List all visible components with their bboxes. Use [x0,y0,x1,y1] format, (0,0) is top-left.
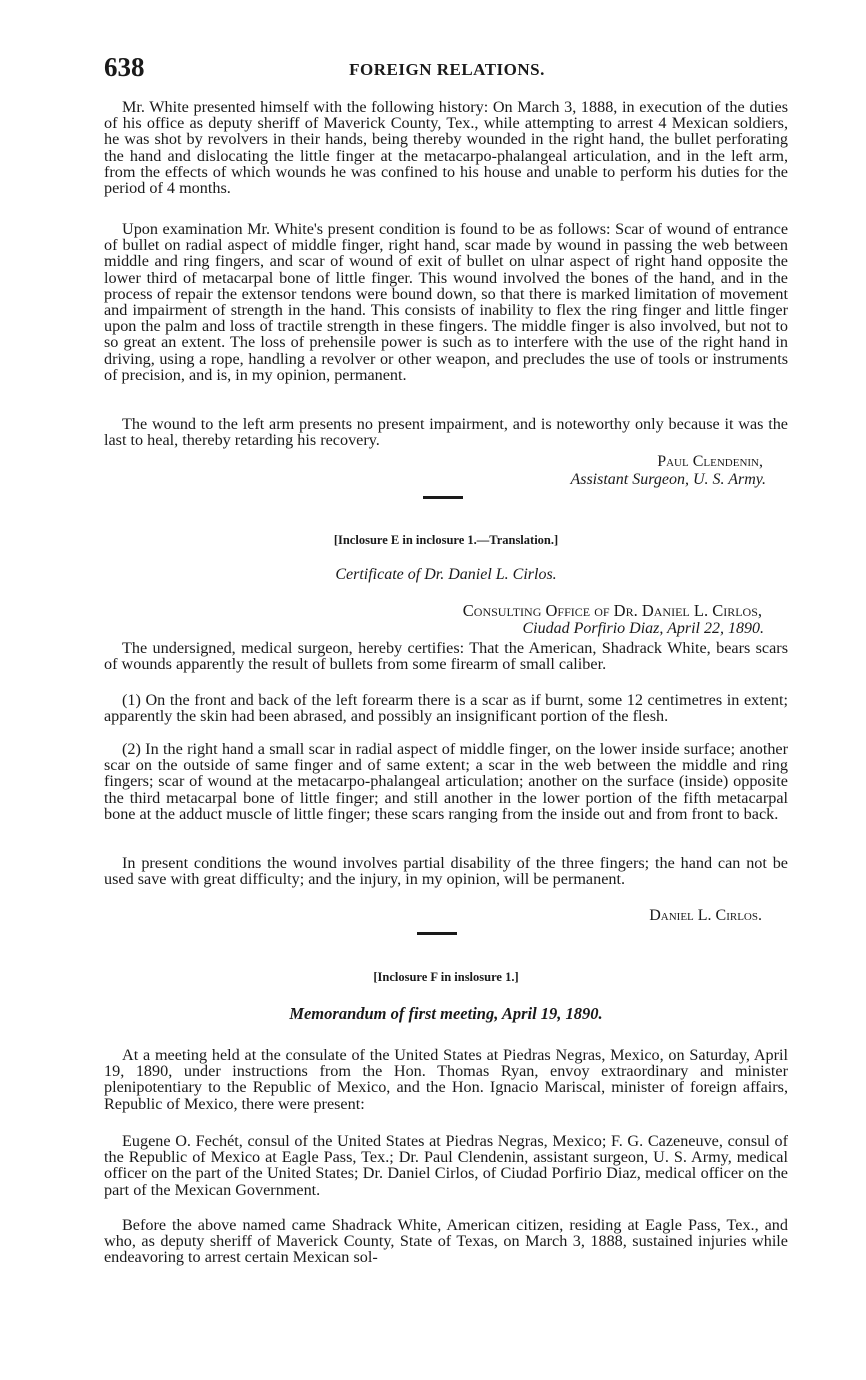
section-divider [417,932,457,935]
white-paragraph: Before the above named came Shadrack White, American citizen, residing at Eagle Pass, Tex., and who, as deputy sheriff of Maverick County, State of Texas, on March 3, 1888, sustained injuries while endeavoring to arrest certain Mexican sol- [104,1216,788,1267]
signature-clendenin-title: Assistant Surgeon, U. S. Army. [570,471,766,488]
attendees-paragraph: Eugene O. Fechét, consul of the United States at Piedras Negras, Mexico; F. G. Cazeneuve, consul of the Republic of Mexico at Eagle Pass, Tex.; Dr. Paul Clendenin, assistant surgeon, U. S. Army, medical officer on the part of the United States; Dr. Daniel Cirlos, of Ciudad Porfirio Diaz, medical officer on the part of the Mexican Government. [104,1132,788,1199]
examination-paragraph: Upon examination Mr. White's present condition is found to be as follows: Scar of wound of entrance of bullet on radial aspect of middle finger, right hand, scar made by wound in passing the web between middle and ring fingers, and scar of wound of exit of bullet on ulnar aspect of right hand opposite the lower third of metacarpal bone of little finger. This wound involved the bones of the hand, and in the process of repair the extensor tendons were bound down, so that there is marked limitation of movement and impairment of strength in the hand. This consists of inability to flex the ring finger and little finger upon the palm and loss of tractile strength in these fingers. The middle finger is also involved, but not to so great an extent. The loss of prehensile power is such as to interfere with the use of the right hand in driving, using a rope, handling a revolver or other weapon, and precludes the use of tools or instruments of precision, and is, in my opinion, permanent. [104,220,788,384]
certificate-paragraph: The undersigned, medical surgeon, hereby certifies: That the American, Shadrack White, bears scars of wounds apparently the result of bullets from some firearm of small caliber. [104,639,788,674]
right-hand-paragraph: (2) In the right hand a small scar in radial aspect of middle finger, on the lower inside surface; another scar on the outside of same finger and of same extent; a scar in the web between the middle and ring fingers; scar of wound at the metacarpo-phalangeal articulation; another on the surface (inside) opposite the third metacarpal bone of little finger; and still another in the lower portion of the fifth metacarpal bone at the adduct muscle of little finger; these scars ranging from the inside out and from front to back. [104,740,788,823]
meeting-paragraph: At a meeting held at the consulate of the United States at Piedras Negras, Mexico, on Saturday, April 19, 1890, under instructions from the Hon. Thomas Ryan, envoy extraordinary and minister plenipotentiary to the Republic of Mexico, and the Hon. Ignacio Mariscal, minister of foreign affairs, Republic of Mexico, there were present: [104,1046,788,1113]
memorandum-title: Memorandum of first meeting, April 19, 1890. [289,1004,603,1023]
inclosure-f-heading: [Inclosure F in inslosure 1.] [373,970,519,984]
conclusion-paragraph: In present conditions the wound involves partial disability of the three fingers; the hand can not be used save with great difficulty; and the injury, in my opinion, will be permanent. [104,854,788,889]
signature-clendenin: Paul Clendenin, [657,453,763,470]
forearm-paragraph: (1) On the front and back of the left forearm there is a scar as if burnt, some 12 centimetres in extent; apparently the skin had been abrased, and possibly an insignificant portion of the flesh. [104,691,788,726]
section-divider [423,496,463,499]
consulting-office: Consulting Office of Dr. Daniel L. Cirlos, [462,601,762,620]
page-number: 638 [104,52,145,82]
place-date: Ciudad Porfirio Diaz, April 22, 1890. [522,620,764,637]
running-title: FOREIGN RELATIONS. [349,60,545,79]
page-header [104,52,790,86]
certificate-title: Certificate of Dr. Daniel L. Cirlos. [335,566,557,583]
signature-cirlos: Daniel L. Cirlos. [649,907,762,924]
left-arm-paragraph: The wound to the left arm presents no present impairment, and is noteworthy only because it was the last to heal, thereby retarding his recovery. [104,415,788,450]
history-paragraph: Mr. White presented himself with the following history: On March 3, 1888, in execution of the duties of his office as deputy sheriff of Maverick County, Tex., while attempting to arrest 4 Mexican soldiers, he was shot by revolvers in their hands, being thereby wounded in the right hand, the bullet perforating the hand and dislocating the little finger at the metacarpo-phalangeal articulation, and in the left arm, from the effects of which wounds he was confined to his house and unable to perform his duties for the period of 4 months. [104,98,788,198]
inclosure-e-heading: [Inclosure E in inclosure 1.—Translation.] [333,533,559,547]
